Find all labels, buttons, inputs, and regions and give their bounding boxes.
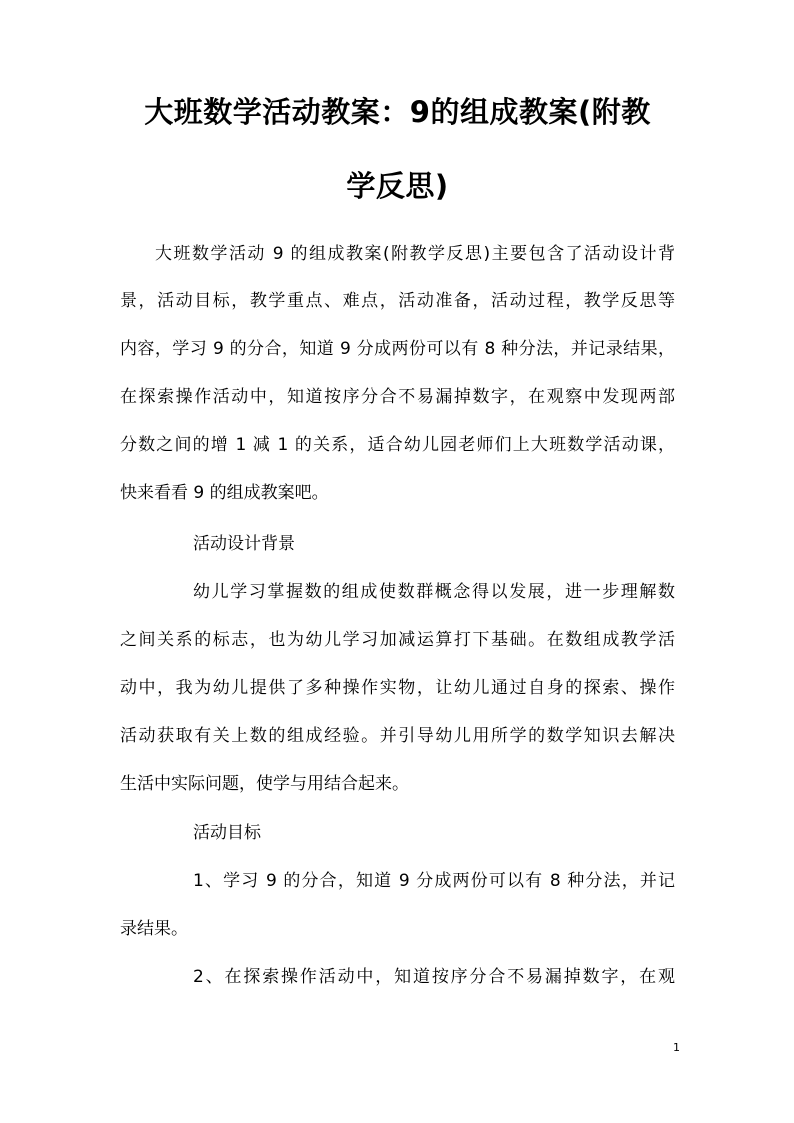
document-title-line-1: 大班数学活动教案：9的组成教案(附教: [144, 95, 651, 129]
background-paragraph-line: 动中，我为幼儿提供了多种操作实物，让幼儿通过自身的探索、操作: [120, 678, 675, 698]
intro-paragraph-line: 分数之间的增 1 减 1 的关系，适合幼儿园老师们上大班数学活动课，: [120, 435, 675, 455]
intro-paragraph-line: 快来看看 9 的组成教案吧。: [120, 483, 329, 503]
background-paragraph-line: 生活中实际问题，使学与用结合起来。: [120, 774, 409, 794]
goal-item-line: 2、在探索操作活动中，知道按序分合不易漏掉数字，在观: [193, 967, 675, 987]
section-heading-goals: 活动目标: [193, 823, 261, 843]
intro-paragraph-line: 在探索操作活动中，知道按序分合不易漏掉数字，在观察中发现两部: [120, 387, 675, 407]
intro-paragraph-line: 大班数学活动 9 的组成教案(附教学反思)主要包含了活动设计背: [155, 244, 675, 264]
background-paragraph-line: 活动获取有关上数的组成经验。并引导幼儿用所学的数学知识去解决: [120, 726, 675, 746]
background-paragraph-line: 幼儿学习掌握数的组成使数群概念得以发展，进一步理解数: [193, 582, 675, 602]
intro-paragraph-line: 景，活动目标，教学重点、难点，活动准备，活动过程，教学反思等: [120, 291, 675, 311]
goal-item-line: 1、学习 9 的分合，知道 9 分成两份可以有 8 种分法，并记: [193, 871, 675, 891]
background-paragraph-line: 之间关系的标志，也为幼儿学习加减运算打下基础。在数组成教学活: [120, 630, 675, 650]
page-number: 1: [673, 1041, 680, 1054]
intro-paragraph-line: 内容，学习 9 的分合，知道 9 分成两份可以有 8 种分法，并记录结果，: [120, 339, 675, 359]
section-heading-background: 活动设计背景: [193, 534, 295, 554]
document-title-line-2: 学反思): [346, 169, 449, 203]
goal-item-line: 录结果。: [120, 919, 188, 939]
